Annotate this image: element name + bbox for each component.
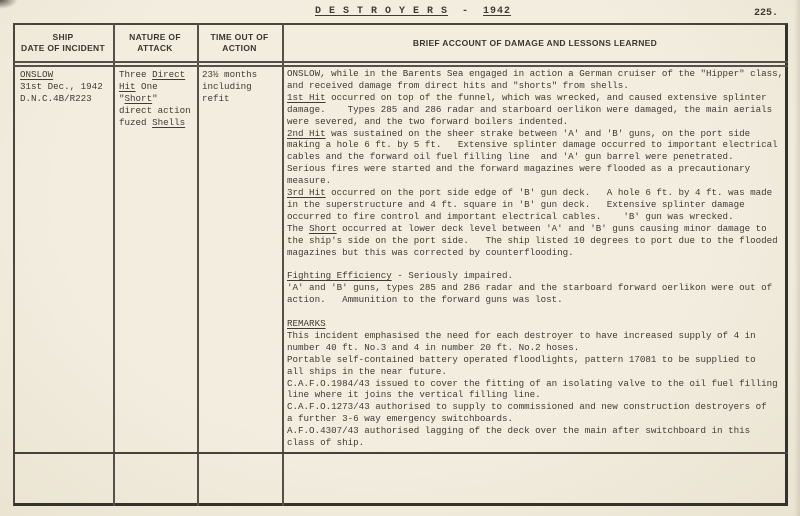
header-brief-account bbox=[282, 25, 788, 61]
header-rule-top bbox=[13, 61, 788, 63]
scan-edge-shadow bbox=[794, 0, 800, 516]
header-account-label: BRIEF ACCOUNT OF DAMAGE AND LESSONS LEARNED bbox=[412, 37, 658, 48]
title-year: 1942 bbox=[483, 6, 512, 17]
row-separator-rule bbox=[13, 452, 788, 454]
column-rule-2 bbox=[197, 23, 199, 506]
cell-ship-date: ONSLOW 31st Dec., 1942 D.N.C.4B/R223 bbox=[20, 69, 103, 104]
cell-brief-account: ONSLOW, while in the Barents Sea engaged in action a German cruiser of the "Hipper" class, and received damage from direct hits and "shorts" from shells. 1st Hit occurred on top of the funnel, which was wrecked, and caused extensive splinter damage. Types 285 and 286 radar and starboard oerlikon were damaged, the main aerials were severed, and the two forward boilers indented. 2nd Hit was sustained on the sheer strake between 'A' and 'B' guns, on the port side making a hole 6 ft. by 5 ft. Extensive splinter damage occurred to important electrical cables and the forward oil fuel filling line and 'A' gun barrel were penetrated. Serious fires were started and the forward magazines were flooded as a precautionary measure. 3rd Hit occurred on the port side edge of 'B' gun deck. A hole 6 ft. by 4 ft. was made in the superstructure and 4 ft. square in 'B' gun deck. Extensive splinter damage occurred to fire control and important electrical cables. 'B' gun was wrecked. The Short occurred at lower deck level between 'A' and 'B' guns causing minor damage to the ship's side on the port side. The ship listed 10 degrees to port due to the flooded magazines but this was corrected by counterflooding. Fighting Efficiency - Seriously impaired. 'A' and 'B' guns, types 285 and 286 radar and the starboard forward oerlikon were out of action. Ammunition to the forward guns was lost. REMARKS This incident emphasised the need for each destroyer to have increased supply of 4 in number 40 ft. No.3 and 4 in number 20 ft. No.2 hoses. Portable self-contained battery operated floodlights, pattern 17081 to be supplied to all ships in the near future. C.A.F.O.1984/43 issued to cover the fitting of an isolating valve to the oil fuel filling line where it joins the vertical filling line. C.A.F.O.1273/43 authorised to supply to commissioned and new construction destroyers of a further 3-6 way emergency switchboards. A.F.O.4307/43 authorised lagging of the deck over the main after switchboard in this class of ship. bbox=[287, 68, 784, 449]
title-destroyers: D E S T R O Y E R S bbox=[314, 6, 448, 17]
header-nature-of-attack bbox=[113, 25, 197, 61]
header-time-line2: ACTION bbox=[222, 43, 257, 53]
title-separator: - bbox=[448, 6, 484, 17]
header-nature-line1: NATURE OF bbox=[129, 32, 181, 42]
page-number: 225. bbox=[754, 8, 779, 19]
cell-time-out-of-action: 23½ months including refit bbox=[202, 69, 258, 104]
header-time-out-of-action bbox=[197, 25, 282, 61]
header-nature-line2: ATTACK bbox=[137, 43, 173, 53]
header-time-line1: TIME OUT OF bbox=[210, 32, 269, 42]
header-ship-line2: DATE OF INCIDENT bbox=[21, 43, 105, 53]
cell-nature-of-attack: Three Direct Hit One "Short" direct action fuzed Shells bbox=[119, 69, 191, 128]
page-title bbox=[0, 6, 800, 17]
header-rule-bottom bbox=[13, 65, 788, 67]
header-ship-line1: SHIP bbox=[52, 32, 74, 42]
header-ship-date bbox=[13, 25, 113, 61]
column-rule-3 bbox=[282, 23, 284, 506]
